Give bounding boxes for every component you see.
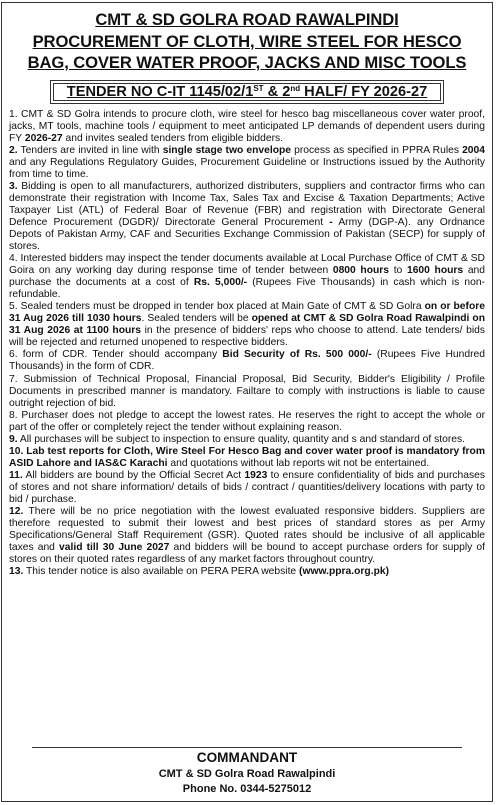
paragraph-text: (www.ppra.org.pk): [299, 566, 390, 578]
paragraph-text: 8. Purchaser does not pledge to accept the lowest rates. He reserves the right to accept the whole or part of the offer or completely reject the tender without explaining reason.: [9, 409, 485, 433]
tender-notice: [1, 2, 493, 802]
paragraph-12: [9, 506, 485, 566]
paragraph-text: . Sealed tenders will be: [141, 313, 252, 325]
notice-body: [9, 109, 485, 579]
notice-header: [2, 9, 492, 74]
paragraph-text: process as specified in PPRA Rules: [291, 144, 463, 156]
paragraph-text: valid till 30 June 2027: [59, 542, 170, 554]
paragraph-text: to: [389, 265, 407, 277]
paragraph-text: (Rupees Five Thousands) in cash which is non-refundable.: [9, 277, 485, 301]
paragraph-text: 6. form of CDR. Tender should accompany: [9, 349, 223, 361]
header-line-3: BAG, COVER WATER PROOF, JACKS AND MISC TOOLS: [27, 53, 467, 72]
paragraph-text: (Rupees Five Hundred Thousands) in the form of CDR.: [9, 349, 485, 373]
paragraph-text: 1. CMT & SD Golra intends to procure cloth, wire steel for hesco bag miscellaneous cover water proof, jacks, MT tools, machine tools / equipment to meet anticipated LP demands of dependent users during FY: [9, 108, 485, 144]
paragraph-3: [9, 181, 485, 253]
notice-footer: [2, 747, 492, 797]
paragraph-text: -: [329, 216, 333, 228]
paragraph-text: on or before 31 Aug 2026 till 1030 hours: [9, 301, 485, 325]
paragraph-text: Tenders are invited in line with: [17, 144, 163, 156]
tender-prefix: TENDER NO C-IT 1145/02/1: [66, 83, 254, 100]
paragraph-text: Army (DGP-A). any Ordnance Depots of Pakistan Army, CAF and Securities Exchange Commission of Pakistan (SECP) for supply of stores.: [9, 216, 485, 253]
paragraph-text: Bid Security of Rs. 500 000/-: [222, 349, 372, 361]
tender-number-box: [50, 80, 444, 104]
paragraph-text: 13.: [9, 566, 24, 578]
paragraph-text: and bidders will be bound to accept purchase orders for supply of stores on their quoted rates regardless of any market factors throughout country.: [9, 542, 486, 566]
paragraph-text: Rs. 5,000/-: [193, 277, 248, 289]
paragraph-text: and purchase the documents at a cost of: [9, 265, 486, 289]
paragraph-text: to ensure confidentiality of bids and purchases of stores and not share information/ details of bids / contract / quantities/delivery locations with party to bid / purchase.: [9, 469, 485, 505]
paragraph-text: in the presence of bidders' reps who choose to attend. Late tenders/ bids will be rejected and returned unopened to respective bidders.: [9, 325, 485, 349]
footer-commandant: COMMANDANT: [196, 750, 298, 765]
header-line-2: PROCUREMENT OF CLOTH, WIRE STEEL FOR HESCO: [32, 31, 462, 51]
footer-address: CMT & SD Golra Road Rawalpindi: [158, 768, 336, 780]
paragraph-text: Bidding is open to all manufacturers, authorized distributers, suppliers and contractor firms who can demonstrate their registration with Income Tax, Sales Tax and Excise & Taxation Departments; Active Taxpayer List (ATL) of Federal Boar of Revenue (FBR) and registration with Directorate General Defence Procurement (DGDR)/ Directorate General Procurement: [9, 180, 485, 228]
tender-suffix: HALF/ FY 2026-27: [300, 83, 428, 100]
paragraph-text: and any Regulations Regulatory Guides, Procurement Guideline or Instructions issued by the Authority from time to time.: [9, 156, 485, 180]
paragraph-text: and quotations without lab reports wit not be entertained.: [167, 457, 430, 469]
paragraph-8: [9, 410, 485, 434]
paragraph-text: 9.: [9, 433, 18, 445]
paragraph-text: All bidders are bound by the Official Secret Act: [22, 469, 245, 481]
paragraph-text: 2.: [9, 144, 18, 156]
paragraph-11: [9, 470, 485, 506]
paragraph-text: 7. Submission of Technical Proposal, Financial Proposal, Bid Security, Bidder's Eligibility / Profile Documents in prescribed manner is mandatory. Failtare to comply with instructions is liable to cause outright rejection of bid.: [9, 373, 485, 409]
paragraph-text: 1923: [244, 469, 268, 481]
tender-sup-2: nd: [290, 83, 301, 93]
tender-mid: & 2: [263, 83, 291, 100]
paragraph-1: [9, 109, 485, 145]
paragraph-5: [9, 301, 485, 349]
paragraph-text: 12.: [9, 506, 24, 518]
paragraph-text: 2004: [462, 144, 485, 156]
paragraph-text: There will be no price negotiation with the lowest evaluated responsive bidders. Suppliers are therefore requested to submit their lowest and best prices of standard stores as per Army Specifications/General Staff Requirement (GSR). Quoted rates should be inclusive of all applicable taxes and: [9, 506, 485, 554]
paragraph-text: 0800 hours: [332, 265, 390, 277]
footer-phone: Phone No. 0344-5275012: [182, 783, 312, 795]
paragraph-text: 11.: [9, 469, 23, 481]
paragraph-text: 5. Sealed tenders must be dropped in tender box placed at Main Gate of CMT & SD Golra: [9, 301, 425, 313]
paragraph-text: single stage two envelope: [162, 144, 292, 156]
paragraph-6: [9, 349, 485, 373]
paragraph-text: 1600 hours: [406, 265, 464, 277]
paragraph-text: All purchases will be subject to inspection to ensure quality, quantity and s and standard of stores.: [17, 433, 466, 445]
paragraph-text: 2026-27: [24, 132, 63, 144]
paragraph-text: opened at CMT & SD Golra Road Rawalpindi on 31 Aug 2026 at 1100 hours: [9, 313, 486, 337]
paragraph-text: 4. Interested bidders may inspect the tender documents available at Local Purchase Office of CMT & SD Goira on any working day during response time of tender between: [9, 253, 485, 277]
paragraph-9: [9, 434, 485, 446]
header-line-1: CMT & SD GOLRA ROAD RAWALPINDI: [95, 10, 399, 29]
paragraph-text: and invites sealed tenders from eligible bidders.: [62, 132, 284, 144]
paragraph-10: [9, 446, 485, 470]
paragraph-7: [9, 374, 485, 410]
paragraph-text: 10. Lab test reports for Cloth, Wire Steel For Hesco Bag and cover water proof is mandatory from ASID Lahore and IAS&C Karachi: [9, 445, 485, 469]
paragraph-4: [9, 253, 485, 301]
paragraph-text: 3.: [9, 180, 18, 192]
paragraph-2: [9, 145, 485, 181]
tender-sup-1: ST: [253, 83, 264, 93]
paragraph-text: This tender notice is also available on PERA PERA website: [23, 566, 300, 578]
paragraph-13: [9, 566, 485, 578]
